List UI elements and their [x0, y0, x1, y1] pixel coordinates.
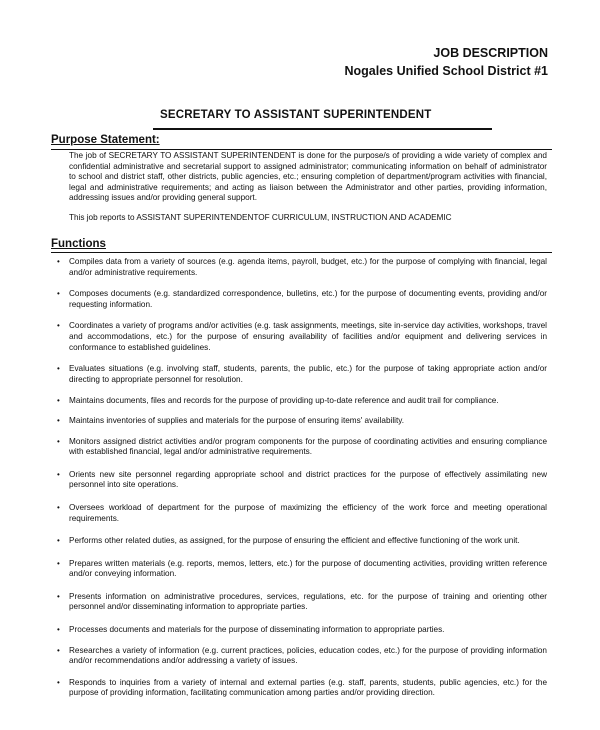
- function-item: [57, 437, 547, 458]
- function-item: [57, 470, 547, 491]
- function-text: Orients new site personnel regarding appropriate school and district practices for the purpose of effectively assimilating new personnel into site operations.: [69, 469, 547, 490]
- bullet-icon: •: [57, 502, 60, 512]
- function-item: [57, 559, 547, 580]
- function-text: Performs other related duties, as assigned, for the purpose of ensuring the efficient and effective functioning of the work unit.: [69, 536, 520, 546]
- functions-divider: [51, 252, 552, 253]
- bullet-icon: •: [57, 289, 60, 299]
- function-text: Composes documents (e.g. standardized correspondence, bulletins, etc.) for the purpose of documenting events, providing and/or requesting information.: [69, 289, 547, 309]
- bullet-icon: •: [57, 257, 60, 266]
- bullet-icon: •: [57, 364, 60, 374]
- bullet-icon: •: [57, 591, 60, 601]
- function-item: [57, 257, 547, 278]
- function-text: Processes documents and materials for the purpose of disseminating information to appropriate parties.: [69, 625, 445, 635]
- function-item: [57, 364, 547, 385]
- function-text: Maintains inventories of supplies and materials for the purpose of ensuring items' availability.: [69, 415, 404, 425]
- function-text: Compiles data from a variety of sources (e.g. agenda items, payroll, budget, etc.) for the purpose of complying with financial, legal and/or administrative requirements.: [69, 257, 547, 277]
- bullet-icon: •: [57, 558, 60, 568]
- function-text: Oversees workload of department for the purpose of maximizing the efficiency of the work force and meeting operational requirements.: [69, 502, 547, 523]
- function-item: [57, 321, 547, 353]
- function-item: [57, 289, 547, 310]
- purpose-divider: [51, 149, 552, 150]
- function-item: [57, 416, 547, 427]
- bullet-icon: •: [57, 677, 60, 687]
- bullet-icon: •: [57, 469, 60, 479]
- title-rule: [153, 128, 492, 130]
- bullet-icon: •: [57, 396, 60, 406]
- function-text: Maintains documents, files and records for the purpose of providing up-to-date reference and audit trail for compliance.: [69, 396, 499, 406]
- bullet-icon: •: [57, 321, 60, 331]
- function-text: Responds to inquiries from a variety of internal and external parties (e.g. staff, parents, students, public agencies, etc.) for the purpose of providing information, facilitating communication among parties and/or providing direction.: [69, 677, 547, 698]
- function-item: [57, 592, 547, 613]
- bullet-icon: •: [57, 436, 60, 446]
- function-text: Presents information on administrative procedures, services, regulations, etc. for the purpose of training and orienting other personnel and/or disseminating information to appropriate parties.: [69, 591, 547, 612]
- bullet-icon: •: [57, 645, 60, 655]
- purpose-heading: Purpose Statement:: [51, 134, 160, 146]
- function-item: [57, 536, 547, 547]
- reports-to-paragraph: This job reports to ASSISTANT SUPERINTENDENTOF CURRICULUM, INSTRUCTION AND ACADEMIC: [69, 213, 452, 222]
- job-title: SECRETARY TO ASSISTANT SUPERINTENDENT: [160, 109, 432, 121]
- function-text: Coordinates a variety of programs and/or activities (e.g. task assignments, meetings, site in-service day activities, workshops, travel and accommodations, etc.) for the purpose of ensuring availability of facilities and/or equipment and delivering services in conformance to established guidelines.: [69, 321, 547, 352]
- bullet-icon: •: [57, 625, 60, 635]
- function-item: [57, 503, 547, 524]
- bullet-icon: •: [57, 536, 60, 546]
- functions-list: [57, 257, 547, 699]
- function-item: [57, 678, 547, 699]
- document-type-header: JOB DESCRIPTION: [433, 46, 548, 60]
- purpose-paragraph: The job of SECRETARY TO ASSISTANT SUPERINTENDENT is done for the purpose/s of providing a wide variety of complex and confidential administrative and secretarial support to assigned administrator; communicating information on behalf of administrator to school and district staff, other districts, public agencies, etc.; ensuring completion of department/program activities with financial, legal and administrative requirements; and acting as liaison between the Administrator and other parties, providing information, addressing issues and/or providing general support.: [69, 151, 547, 203]
- function-text: Researches a variety of information (e.g. current practices, policies, education codes, etc.) for the purpose of providing information and/or recommendations and/or addressing a variety of issues.: [69, 645, 547, 666]
- functions-heading: Functions: [51, 238, 106, 250]
- function-text: Prepares written materials (e.g. reports, memos, letters, etc.) for the purpose of documenting activities, providing written reference and/or conveying information.: [69, 558, 547, 579]
- function-text: Evaluates situations (e.g. involving staff, students, parents, the public, etc.) for the purpose of taking appropriate action and/or directing to appropriate personnel for resolution.: [69, 364, 547, 384]
- function-item: [57, 625, 547, 636]
- bullet-icon: •: [57, 415, 60, 425]
- function-item: [57, 396, 547, 407]
- function-item: [57, 646, 547, 667]
- district-name-header: Nogales Unified School District #1: [344, 64, 548, 78]
- function-text: Monitors assigned district activities and/or program components for the purpose of coordinating activities and ensuring compliance with established financial, legal and/or administrative requirements.: [69, 436, 547, 457]
